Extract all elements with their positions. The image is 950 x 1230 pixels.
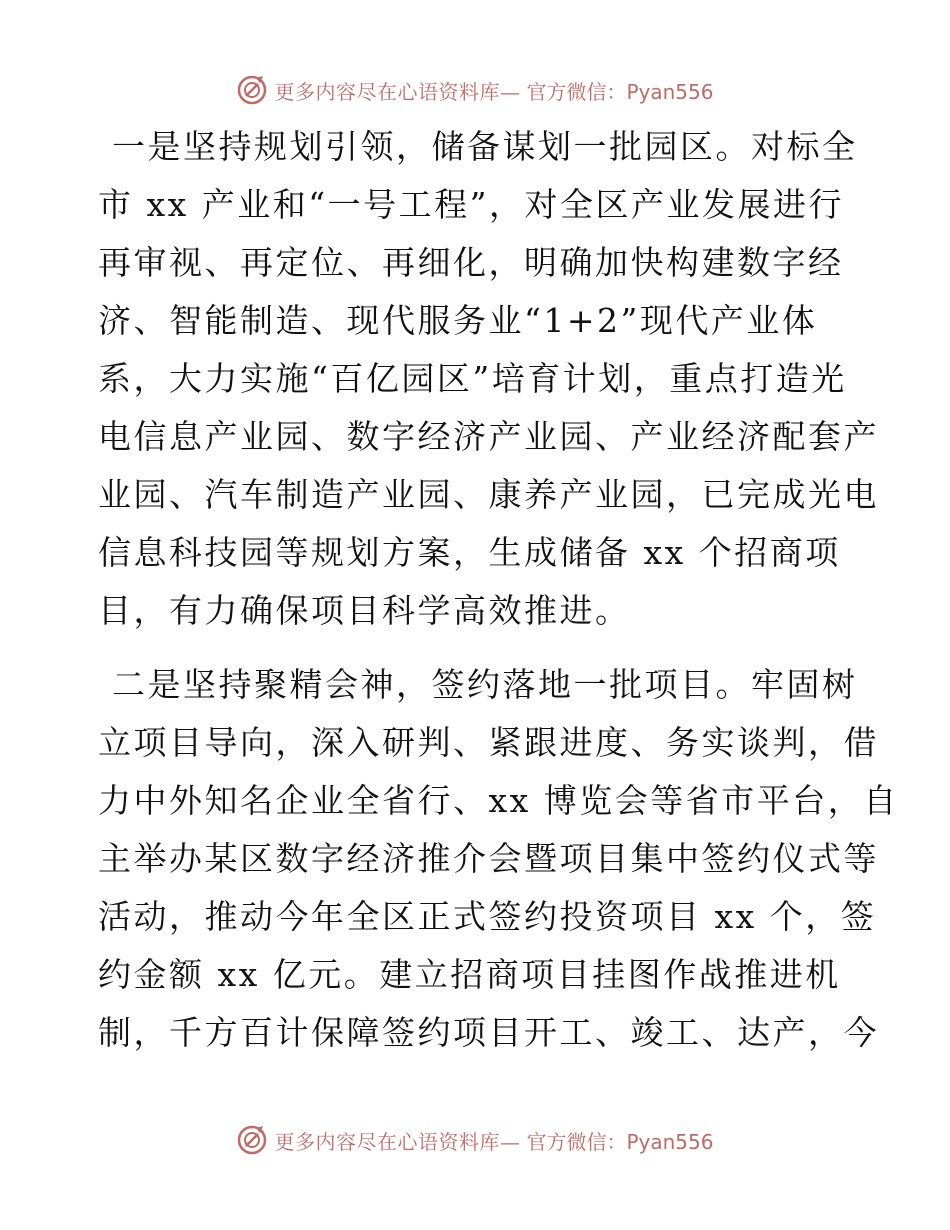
paragraph-2 bbox=[98, 656, 899, 1062]
text-line: 立项目导向，深入研判、紧跟进度、务实谈判，借 bbox=[98, 723, 879, 762]
text-line: 业园、汽车制造产业园、康养产业园，已完成光电 bbox=[98, 475, 879, 514]
logo-icon bbox=[236, 74, 268, 106]
document-body bbox=[98, 118, 899, 1062]
banner-brand-text: 更多内容尽在心语资料库— bbox=[274, 79, 521, 104]
text-line: 电信息产业园、数字经济产业园、产业经济配套产 bbox=[98, 417, 879, 456]
text-line: 制，千方百计保障签约项目开工、竣工、达产，今 bbox=[98, 1013, 879, 1052]
text-line: 再审视、再定位、再细化，明确加快构建数字经 bbox=[98, 243, 844, 282]
text-line: 系，大力实施“百亿园区”培育计划，重点打造光 bbox=[98, 359, 847, 398]
text-line: 约金额 xx 亿元。建立招商项目挂图作战推进机 bbox=[98, 955, 841, 994]
banner-content bbox=[236, 1124, 713, 1156]
text-line: 目，有力确保项目科学高效推进。 bbox=[98, 591, 631, 630]
text-line: 力中外知名企业全省行、xx 博览会等省市平台，自 bbox=[98, 781, 899, 820]
paragraph-spacer bbox=[98, 640, 858, 656]
banner-content bbox=[236, 74, 713, 106]
header-banner bbox=[0, 70, 950, 110]
footer-banner bbox=[0, 1120, 950, 1160]
banner-brand-text: 更多内容尽在心语资料库— bbox=[274, 1129, 521, 1154]
text-line: 主举办某区数字经济推介会暨项目集中签约仪式等 bbox=[98, 839, 879, 878]
text-line: 一是坚持规划引领，储备谋划一批园区。对标全 bbox=[112, 127, 858, 166]
text-line: 二是坚持聚精会神，签约落地一批项目。牢固树 bbox=[112, 665, 858, 704]
logo-icon bbox=[236, 1124, 268, 1156]
banner-wechat-text: 官方微信：Pyan556 bbox=[526, 1129, 714, 1154]
banner-wechat-text: 官方微信：Pyan556 bbox=[526, 79, 714, 104]
text-line: 信息科技园等规划方案，生成储备 xx 个招商项 bbox=[98, 533, 841, 572]
paragraph-1 bbox=[98, 118, 879, 640]
text-line: 活动，推动今年全区正式签约投资项目 xx 个，签 bbox=[98, 897, 877, 936]
text-line: 市 xx 产业和“一号工程”，对全区产业发展进行 bbox=[98, 185, 844, 224]
text-line: 济、智能制造、现代服务业“1+2”现代产业体 bbox=[98, 301, 818, 340]
